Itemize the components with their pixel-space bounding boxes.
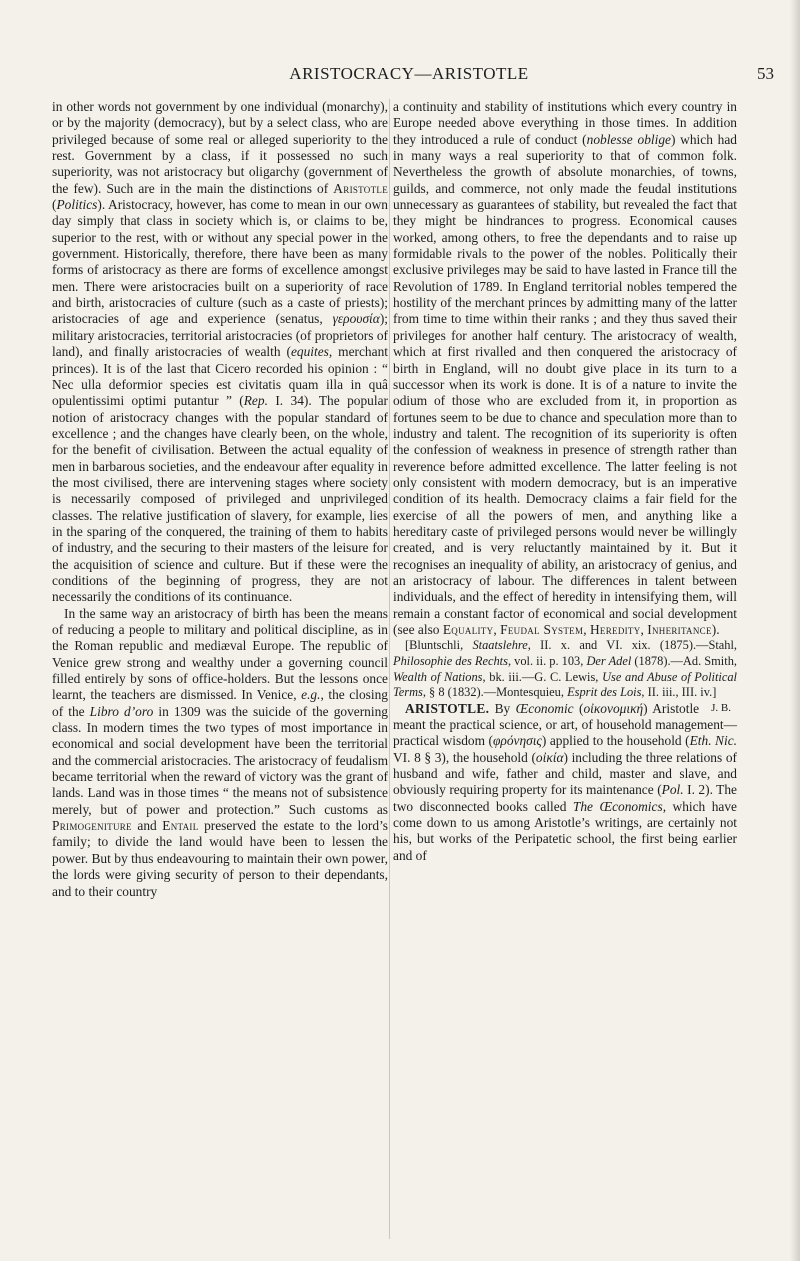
paragraph-continuity: a continuity and stability of institutions which every country in Europe needed above everything in those times. In addition they introduced a rule of conduct (noblesse oblige) which had in many ways a real superiority to that of common folk. Nevertheless the growth of absolute monarchies, of towns, guilds, and commerce, not only made the feudal institutions unnecessary as guarantees of stability, but revealed the fact that they might be hindrances to progress. Economical causes worked, among others, to free the dependants and to raise up formidable rivals to the power of the nobles. Politically their exclusive privileges may be said to have lasted in France till the Revolution of 1789. In England territorial nobles tempered the hostility of the merchant princes by admitting many of the latter from time to time within their ranks ; and they thus saved their privileges for another half century. The aristocracy of wealth, which at first rivalled and then conquered the aristocracy of birth in England, will no doubt give place in its turn to a successor when its work is done. It is of a nature to invite the odium of those who are excluded from it, in proportion as fortunes seem to be due to chance and speculation more than to industry and talent. The recognition of its superiority is often the confession of weakness in presence of strength rather than reverence before admitted excellence. The latter feeling is not only consistent with modern democracy, but is an imperative condition of its health. Democracy claims a fair field for the exercise of all the powers of men, and anything like a hereditary caste of privileged persons would never be willingly created, and is very reluctantly maintained by it. But it recognises an inequality of ability, an aristocracy of genius, and an aristocracy of labour. The differences in talent between individuals, and the effect of heredity in intensifying them, will remain a constant factor of economical and social development (see also Equality, Feudal System, Heredity, Inheritance). (393, 99, 737, 637)
cross-reference-equality[interactable]: Equality (442, 622, 494, 637)
cross-reference-entail[interactable]: Entail (162, 818, 199, 834)
cross-reference-heredity[interactable]: Heredity (589, 622, 641, 637)
entry-heading: ARISTOTLE. (405, 700, 490, 716)
page-edge-shadow (790, 0, 800, 1261)
cross-reference-aristotle[interactable]: Aristotle (333, 180, 388, 196)
column-divider (389, 99, 390, 1239)
page-number: 53 (757, 64, 774, 83)
cross-reference-inheritance[interactable]: Inheritance (647, 622, 712, 637)
right-column (393, 99, 737, 864)
paragraph-aristocracy-definition: in other words not government by one individual (monarchy), or by the majority (democracy), but by a select class, who are privileged because of some real or alleged superiority to the rest. Government by a class, if it possessed no such superiority, was not aristocracy but oligarchy (government of the few). Such are in the main the distinctions of Aristotle (Politics). Aristocracy, however, has come to mean in our own day simply that class in society which is, or claims to be, superior to the rest, with or without any special power in the government. Historically, therefore, there have been as many forms of aristocracy as there are forms of excellence amongst men. There were aristocracies built on a superiority of race and birth, aristocracies of culture (such as a caste of priests); aristocracies of age and experience (senatus, γερουσία); military aristocracies, territorial aristocracies (of proprietors of land), and finally aristocracies of wealth (equites, merchant princes). It is of the last that Cicero recorded his opinion : “ Nec ulla deformior species est civitatis quam illa in quâ opulentissimi optimi putantur ” (Rep. I. 34). The popular notion of aristocracy changes with the popular standard of excellence ; and the changes have clearly been, on the whole, for the benefit of civilisation. Between the actual equality of men in barbarous societies, and the endeavour after equality in the most civilised, there are intervening stages where society is necessarily composed of privileged and unprivileged classes. The relative justification of slavery, for example, lies in the sparing of the conquered, the training of them to habits of industry, and the securing to their masters of the leisure for the acquisition of science and culture. But if these were the conditions of the beginning of progress, they are not necessarily the conditions of its continuance. (52, 99, 388, 605)
page-header (44, 64, 774, 86)
greek-term: φρόνησις (492, 733, 542, 749)
greek-term: οἰκονομική (583, 700, 644, 716)
greek-term: οἰκία (535, 749, 564, 765)
entry-aristotle: ARISTOTLE. By Œconomic (οἰκονομική) Aristotle meant the practical science, or art, of household management—practical wisdom (φρόνησις) applied to the household (Eth. Nic. VI. 8 § 3), the household (οἰκία) including the three relations of husband and wife, father and child, master and slave, and obviously requiring property for its maintenance (Pol. I. 2). The two disconnected books called The Œconomics, which have come down to us among Aristotle’s writings, are certainly not his, but works of the Peripatetic school, the first being earlier and of (393, 700, 738, 863)
bibliography: [Bluntschli, Staatslehre, II. x. and VI. xix. (1875).—Stahl, Philosophie des Rechts, vol. ii. p. 103, Der Adel (1878).—Ad. Smith, Wealth of Nations, bk. iii.—G. C. Lewis, Use and Abuse of Political Terms, § 8 (1832).—Montesquieu, Esprit des Lois, II. iii., III. iv.] J. B. (393, 638, 737, 700)
cross-reference-primogeniture[interactable]: Primogeniture (52, 818, 132, 834)
paragraph-aristocracy-birth: In the same way an aristocracy of birth has been the means of reducing a people to military and political discipline, as in the Roman republic and mediæval Europe. The republic of Venice grew strong and wealthy under a governing council filled entirely by sons of office-holders. But the lessons once learnt, the teachers are dismissed. In Venice, e.g., the closing of the Libro d’oro in 1309 was the suicide of the governing class. In modern times the two types of most importance in economical and social development have been the territorial and the commercial aristocracies. The aristocracy of feudalism became territorial when the reward of victory was the grant of lands. Land was in those times “ the means not of subsistence merely, but of power and protection.” Such customs as Primogeniture and Entail preserved the estate to the lord’s family; to divide the land would have been to lessen the power. But by thus endeavouring to maintain their own power, the lords were giving security of person to their dependants, and to their country (52, 605, 388, 899)
greek-term: γερουσία (332, 311, 380, 327)
left-column (52, 99, 388, 900)
running-head: ARISTOCRACY—ARISTOTLE (289, 64, 529, 83)
author-initials: J. B. (711, 701, 731, 714)
cross-reference-feudal-system[interactable]: Feudal System (500, 622, 584, 637)
